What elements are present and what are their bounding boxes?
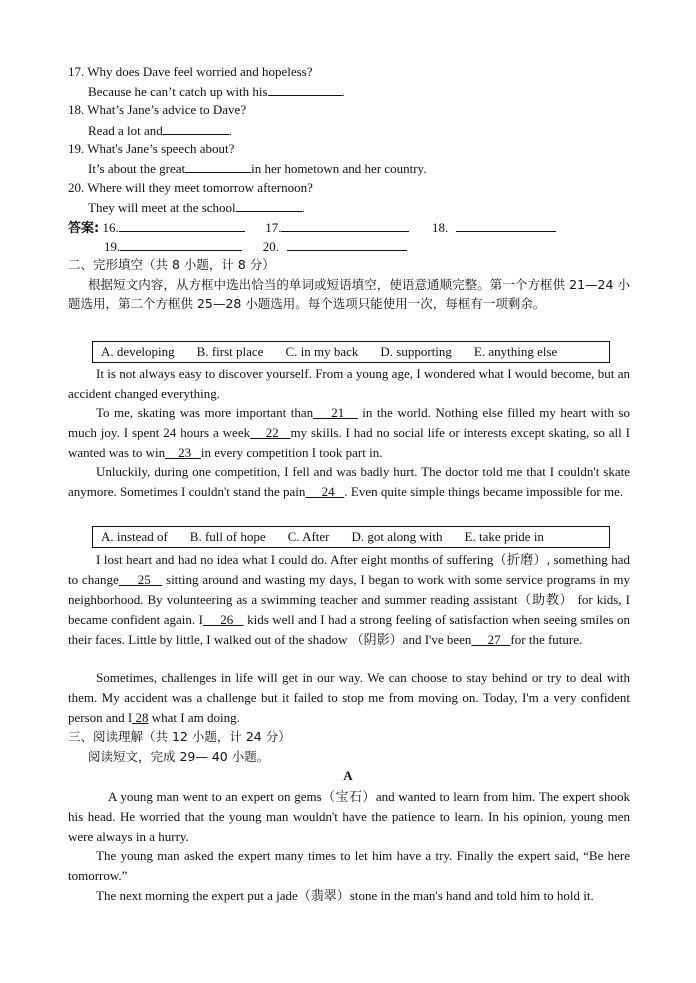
question-20: 20. Where will they meet tomorrow afternoon? [68, 180, 313, 195]
option-b: B. first place [196, 344, 264, 359]
punctuation: . [301, 200, 305, 215]
option-a: A. instead of [101, 529, 168, 544]
text: Unluckily, during one competition, I fell and was badly hurt. The doctor told me that I couldn't skate anymore. Sometimes I couldn't stand the pain [68, 464, 630, 499]
blank-21 [313, 405, 358, 420]
section3-heading: 三、阅读理解（共 12 小题，计 24 分） [68, 729, 291, 744]
option-d: D. supporting [380, 344, 452, 359]
blank-field [185, 159, 251, 173]
option-e: E. anything else [473, 344, 558, 359]
passage-paragraph-1: A young man went to an expert on gems（宝石）and wanted to learn from him. The expert shook his head. He worried that the young man wouldn't have the patience to learn. In his opinion, young men were always in a hurry. [68, 789, 630, 844]
paragraph-2 [68, 403, 630, 463]
blank-number: 28 [135, 710, 149, 725]
answer-number-20: 20. [262, 239, 279, 254]
text: To me, skating was more important than [96, 405, 314, 420]
text: kids well and I had a strong feeling of satisfaction when seeing smiles on their faces. Little by little, I walked out of the shadow （阴影）and I've been [68, 612, 631, 647]
answer-blank-20 [287, 237, 407, 251]
question-17: 17. Why does Dave feel worried and hopeless? [68, 64, 313, 79]
option-b: B. full of hope [189, 529, 266, 544]
option-d: D. got along with [351, 529, 443, 544]
punctuation: . [341, 84, 345, 99]
option-c: C. in my back [285, 344, 359, 359]
option-c: C. After [287, 529, 330, 544]
answer-blank-18 [456, 218, 556, 232]
answer-label: 答案: [68, 221, 100, 236]
text: I lost heart and had no idea what I could do. After eight months of suffering（折磨）, something had to change [68, 552, 630, 587]
text: Sometimes, challenges in life will get in our way. We can choose to stay behind or try to deal with them. My accident was a challenge but it failed to stop me from moving on. Today, I'm a very confident person and I [68, 670, 630, 725]
section2-heading: 二、完形填空（共 8 小题，计 8 分） [68, 257, 275, 272]
blank-25 [119, 572, 162, 587]
blank-26 [203, 612, 244, 627]
blank-number: 23 [178, 445, 192, 460]
blank-field [236, 198, 302, 212]
answer-line-17 [88, 82, 345, 101]
blank-24 [305, 484, 344, 499]
option-box-2 [92, 526, 610, 548]
blank-number: 27 [487, 632, 501, 647]
answer-text: Because he can’t catch up with his [88, 84, 268, 99]
answer-number-19: 19. [104, 239, 121, 254]
blank-28 [132, 710, 148, 725]
option-box-1 [92, 341, 610, 363]
passage-label: A [343, 768, 353, 783]
answer-number-16: 16. [102, 220, 119, 235]
passage-paragraph-3: The next morning the expert put a jade（翡翠）stone in the man's hand and told him to hold it. [96, 888, 594, 903]
text: . Even quite simple things became impossible for me. [344, 484, 624, 499]
punctuation: . [228, 123, 232, 138]
answer-text: in her hometown and her country. [251, 161, 427, 176]
blank-number: 21 [331, 405, 345, 420]
blank-number: 22 [265, 425, 279, 440]
text: what I am doing. [151, 710, 240, 725]
option-a: A. developing [101, 344, 175, 359]
paragraph-4 [68, 550, 630, 650]
section3-instruction: 阅读短文，完成 29— 40 小题。 [88, 749, 270, 764]
answer-number-17: 17. [265, 220, 282, 235]
answer-blank-17 [281, 218, 409, 232]
answer-row-1 [68, 218, 556, 238]
text: in every competition I took part in. [200, 445, 383, 460]
answer-blank-19 [120, 237, 242, 251]
blank-27 [471, 632, 510, 647]
passage-paragraph-2: The young man asked the expert many times to let him have a try. Finally the expert said, “Be here tomorrow.” [68, 848, 630, 883]
answer-text: They will meet at the school [88, 200, 236, 215]
text: in the world. Nothing else filled my heart with so much joy. I spent 24 hours a week [68, 405, 631, 440]
answer-row-2 [104, 237, 407, 256]
paragraph-1: It is not always easy to discover yourself. From a young age, I wondered what I would become, but an accident changed everything. [68, 366, 630, 401]
question-18: 18. What’s Jane’s advice to Dave? [68, 102, 247, 117]
blank-field [163, 121, 229, 135]
text: for the future. [510, 632, 583, 647]
paragraph-3 [68, 462, 630, 502]
answer-line-20 [88, 198, 305, 217]
answer-line-19 [88, 159, 426, 178]
blank-field [268, 82, 342, 96]
answer-line-18 [88, 121, 232, 140]
answer-text: It’s about the great [88, 161, 186, 176]
option-e: E. take pride in [464, 529, 544, 544]
blank-23 [165, 445, 201, 460]
blank-22 [250, 425, 290, 440]
blank-number: 24 [321, 484, 335, 499]
answer-blank-16 [119, 218, 245, 232]
blank-number: 26 [220, 612, 234, 627]
question-19: 19. What's Jane’s speech about? [68, 141, 235, 156]
text: sitting around and wasting my days, I began to work with some service programs in my neighborhood. By volunteering as a swimming teacher and summer reading assistant（助教） for kids, I became confident again. I [68, 572, 631, 627]
paragraph-5 [68, 668, 630, 728]
answer-number-18: 18. [431, 220, 449, 235]
text: my skills. I had no social life or interests except skating, so all I wanted was to win [68, 425, 631, 460]
section2-instructions: 根据短文内容，从方框中选出恰当的单词或短语填空，使语意通顺完整。第一个方框供 21—24 小题选用，第二个方框供 25—28 小题选用。每个选项只能使用一次，每框有一项剩余。 [68, 277, 630, 311]
answer-text: Read a lot and [88, 123, 163, 138]
blank-number: 25 [137, 572, 151, 587]
